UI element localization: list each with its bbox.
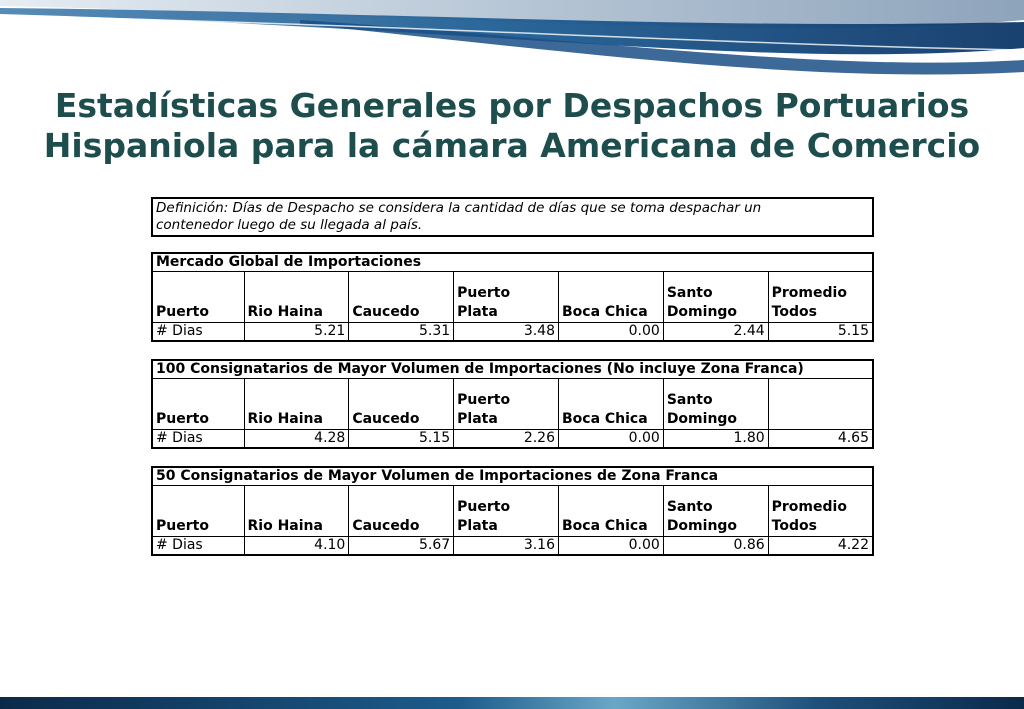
page-title-line2: Hispaniola para la cámara Americana de Comercio — [43, 126, 981, 165]
value-puerto-plata: 3.16 — [454, 537, 559, 556]
footer-bar-decoration — [0, 697, 1024, 709]
value-boca-chica: 0.00 — [558, 430, 663, 449]
value-santo-domingo: 2.44 — [663, 323, 768, 342]
table-header-row — [152, 486, 873, 537]
value-puerto-plata: 2.26 — [454, 430, 559, 449]
value-boca-chica: 0.00 — [558, 323, 663, 342]
header-caucedo: Caucedo — [349, 379, 454, 430]
header-boca-chica: Boca Chica — [558, 486, 663, 537]
header-rio-haina: Rio Haina — [244, 272, 349, 323]
header-caucedo: Caucedo — [349, 486, 454, 537]
value-promedio: 4.22 — [768, 537, 873, 556]
table-100-consignatarios — [151, 359, 874, 449]
value-santo-domingo: 1.80 — [663, 430, 768, 449]
table-header-row — [152, 379, 873, 430]
header-puerto: Puerto — [152, 486, 244, 537]
header-caucedo: Caucedo — [349, 272, 454, 323]
value-rio-haina: 4.28 — [244, 430, 349, 449]
row-label: # Dias — [152, 537, 244, 556]
page-title-line1: Estadísticas Generales por Despachos Portuarios — [54, 86, 970, 125]
value-caucedo: 5.31 — [349, 323, 454, 342]
table-title: Mercado Global de Importaciones — [152, 253, 873, 272]
table-title: 50 Consignatarios de Mayor Volumen de Importaciones de Zona Franca — [152, 467, 873, 486]
value-rio-haina: 5.21 — [244, 323, 349, 342]
statistics-content — [151, 197, 874, 556]
header-boca-chica: Boca Chica — [558, 379, 663, 430]
table-50-consignatarios-zona-franca — [151, 466, 874, 556]
header-santo-domingo: Santo Domingo — [663, 272, 768, 323]
row-label: # Dias — [152, 323, 244, 342]
table-title: 100 Consignatarios de Mayor Volumen de Importaciones (No incluye Zona Franca) — [152, 360, 873, 379]
row-label: # Dias — [152, 430, 244, 449]
value-caucedo: 5.67 — [349, 537, 454, 556]
header-santo-domingo: Santo Domingo — [663, 379, 768, 430]
header-promedio-todos: Promedio Todos — [768, 272, 873, 323]
table-row — [152, 323, 873, 342]
header-puerto-plata: Puerto Plata — [454, 379, 559, 430]
table-header-row — [152, 272, 873, 323]
value-promedio: 4.65 — [768, 430, 873, 449]
table-mercado-global — [151, 252, 874, 342]
header-boca-chica: Boca Chica — [558, 272, 663, 323]
header-rio-haina: Rio Haina — [244, 486, 349, 537]
value-caucedo: 5.15 — [349, 430, 454, 449]
value-promedio: 5.15 — [768, 323, 873, 342]
page-title — [0, 86, 1024, 166]
header-promedio-empty — [768, 379, 873, 430]
header-rio-haina: Rio Haina — [244, 379, 349, 430]
definition-box — [151, 197, 874, 237]
header-promedio-todos: Promedio Todos — [768, 486, 873, 537]
header-puerto-plata: Puerto Plata — [454, 486, 559, 537]
header-swoosh-decoration — [0, 0, 1024, 85]
definition-line2: contenedor luego de su llegada al país. — [156, 217, 423, 233]
value-rio-haina: 4.10 — [244, 537, 349, 556]
value-santo-domingo: 0.86 — [663, 537, 768, 556]
value-puerto-plata: 3.48 — [454, 323, 559, 342]
header-puerto: Puerto — [152, 379, 244, 430]
value-boca-chica: 0.00 — [558, 537, 663, 556]
table-row — [152, 430, 873, 449]
definition-line1: Definición: Días de Despacho se considera la cantidad de días que se toma despachar un — [156, 200, 762, 216]
header-puerto-plata: Puerto Plata — [454, 272, 559, 323]
table-row — [152, 537, 873, 556]
header-puerto: Puerto — [152, 272, 244, 323]
header-santo-domingo: Santo Domingo — [663, 486, 768, 537]
